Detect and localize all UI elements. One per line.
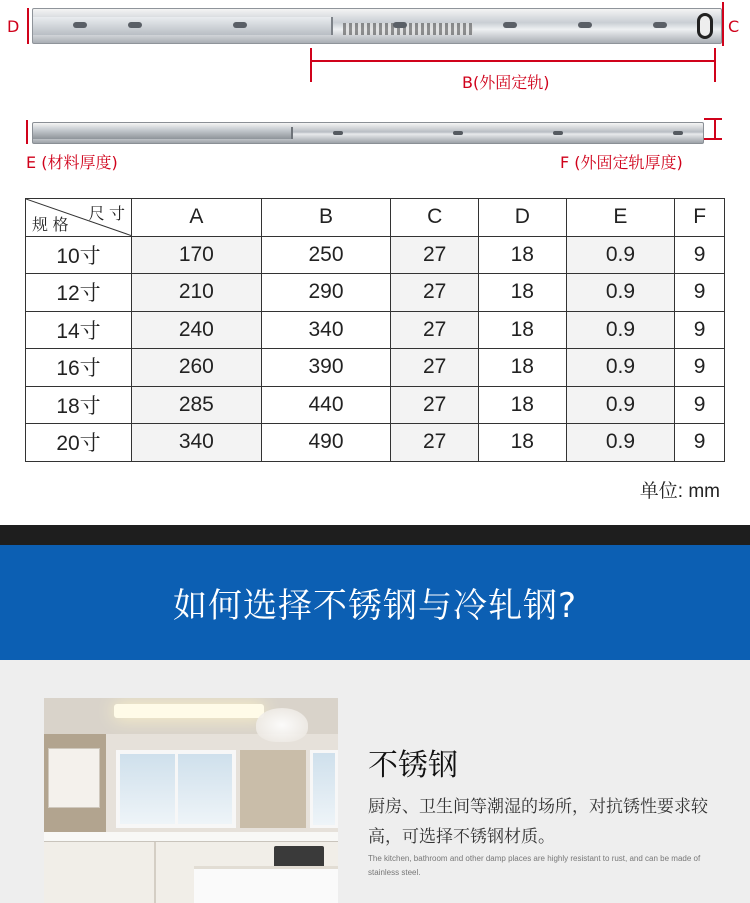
header-d: D [478, 199, 566, 237]
cell-b: 340 [261, 311, 391, 349]
cell-a: 340 [132, 424, 262, 462]
ball-bearing-strip [343, 23, 473, 35]
cell-c: 27 [391, 311, 479, 349]
cell-c: 27 [391, 424, 479, 462]
spec-table [25, 198, 725, 462]
corner-spec-label: 规 格 [32, 216, 69, 234]
rail-slot [453, 131, 463, 135]
photo-countertop [44, 832, 338, 842]
table-row [26, 274, 725, 312]
table-row [26, 236, 725, 274]
photo-ceiling-light [114, 704, 264, 718]
cell-e: 0.9 [566, 236, 675, 274]
corner-size-label: 尺 寸 [88, 206, 125, 223]
table-row [26, 349, 725, 387]
kitchen-photo [44, 698, 338, 903]
cell-f: 9 [675, 424, 725, 462]
slide-rail-top-image [32, 8, 722, 44]
row-spec: 14寸 [26, 311, 132, 349]
photo-wall-cabinet [48, 748, 100, 808]
header-f: F [675, 199, 725, 237]
cell-e: 0.9 [566, 274, 675, 312]
cell-d: 18 [478, 236, 566, 274]
cell-e: 0.9 [566, 386, 675, 424]
dim-b-line [312, 60, 714, 62]
cell-c: 27 [391, 349, 479, 387]
cell-d: 18 [478, 274, 566, 312]
cell-d: 18 [478, 386, 566, 424]
photo-chandelier [256, 708, 308, 742]
dim-f-bottom-tick [704, 138, 722, 140]
dim-b-left-tick [310, 48, 312, 82]
dim-b-right-tick [714, 48, 716, 82]
row-spec: 12寸 [26, 274, 132, 312]
unit-label: 单位: mm [639, 481, 720, 502]
photo-window [116, 750, 236, 828]
cell-b: 250 [261, 236, 391, 274]
cell-a: 260 [132, 349, 262, 387]
dim-c-line [722, 2, 724, 46]
dim-label-d: D [7, 17, 20, 36]
photo-wall-tile [240, 750, 306, 828]
cell-a: 285 [132, 386, 262, 424]
cell-c: 27 [391, 386, 479, 424]
separator-band [0, 525, 750, 545]
rail-end-hook [697, 13, 713, 39]
cell-a: 210 [132, 274, 262, 312]
rail-slot [553, 131, 563, 135]
photo-window-right [310, 750, 338, 828]
rail-slot [73, 22, 87, 28]
rail-slot [673, 131, 683, 135]
header-e: E [566, 199, 675, 237]
dim-f-line [714, 118, 716, 140]
dim-label-e: E (材料厚度) [26, 153, 118, 172]
cell-f: 9 [675, 274, 725, 312]
rail-slot [503, 22, 517, 28]
cell-e: 0.9 [566, 349, 675, 387]
cell-f: 9 [675, 386, 725, 424]
row-spec: 20寸 [26, 424, 132, 462]
rail-slot [578, 22, 592, 28]
cell-e: 0.9 [566, 311, 675, 349]
cell-b: 290 [261, 274, 391, 312]
dim-e-line [26, 120, 28, 144]
cell-b: 440 [261, 386, 391, 424]
cell-f: 9 [675, 311, 725, 349]
rail-slot [333, 131, 343, 135]
row-spec: 18寸 [26, 386, 132, 424]
header-c: C [391, 199, 479, 237]
table-header-row [26, 199, 725, 237]
banner-title: 如何选择不锈钢与冷轧钢? [172, 586, 578, 626]
cell-a: 240 [132, 311, 262, 349]
dim-label-c: C [728, 17, 740, 36]
rail-slot [393, 22, 407, 28]
cell-f: 9 [675, 349, 725, 387]
table-row [26, 311, 725, 349]
dim-f-top-tick [704, 118, 722, 120]
cell-c: 27 [391, 236, 479, 274]
header-a: A [132, 199, 262, 237]
dim-d-line [27, 8, 29, 44]
cell-d: 18 [478, 311, 566, 349]
cell-f: 9 [675, 236, 725, 274]
rail-slot [233, 22, 247, 28]
rail-slot [653, 22, 667, 28]
table-corner-cell [26, 199, 132, 237]
material-description: 厨房、卫生间等潮湿的场所，对抗锈性要求较高，可选择不锈钢材质。 [368, 797, 708, 847]
cell-e: 0.9 [566, 424, 675, 462]
photo-island [194, 866, 338, 903]
material-section [0, 660, 750, 903]
cell-d: 18 [478, 424, 566, 462]
cell-b: 490 [261, 424, 391, 462]
cell-b: 390 [261, 349, 391, 387]
row-spec: 16寸 [26, 349, 132, 387]
material-title: 不锈钢 [368, 748, 458, 783]
material-description-english: The kitchen, bathroom and other damp places are highly resistant to rust, and can be made of stainless steel. [368, 854, 701, 877]
table-row [26, 386, 725, 424]
inner-rail [33, 127, 293, 139]
rail-slot [128, 22, 142, 28]
table-row [26, 424, 725, 462]
cell-d: 18 [478, 349, 566, 387]
dim-label-b: B(外固定轨) [462, 73, 550, 92]
section-banner [0, 545, 750, 660]
cell-a: 170 [132, 236, 262, 274]
header-b: B [261, 199, 391, 237]
dim-label-f: F (外固定轨厚度) [560, 153, 683, 172]
slide-rail-side-image [32, 122, 704, 144]
row-spec: 10寸 [26, 236, 132, 274]
cell-c: 27 [391, 274, 479, 312]
